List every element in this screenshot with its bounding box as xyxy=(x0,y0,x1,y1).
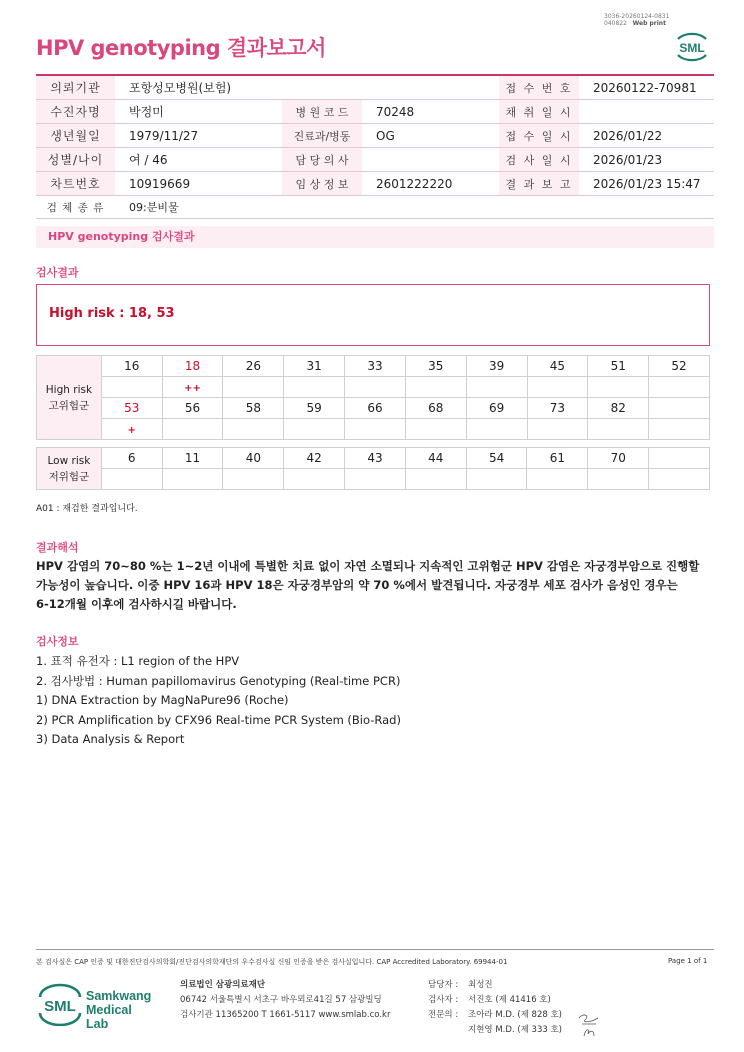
retest-note: A01 : 재검한 결과입니다. xyxy=(36,504,138,514)
interpretation-line: HPV 감염의 70~80 %는 1~2년 이내에 특별한 치료 없이 자연 소멸되나 지속적인 고위험군 HPV 감염은 자궁경부암으로 진행할 xyxy=(36,559,700,573)
specimen-label: 검 체 종 류 xyxy=(36,196,115,218)
sml-logo-icon xyxy=(672,25,712,65)
genotype-cell: 31 xyxy=(284,356,345,377)
genotype-result-cell xyxy=(649,419,710,440)
genotype-result-cell xyxy=(345,469,406,490)
genotype-result-cell xyxy=(527,419,588,440)
genotype-result-cell xyxy=(345,377,406,398)
genotype-cell xyxy=(649,398,710,419)
report-title: HPV genotyping 결과보고서 xyxy=(36,36,326,60)
genotype-cell: 45 xyxy=(527,356,588,377)
genotype-cell: 35 xyxy=(405,356,466,377)
genotype-cell: 54 xyxy=(466,448,527,469)
genotype-result-cell xyxy=(588,377,649,398)
info-value xyxy=(362,76,499,99)
genotype-cell: 56 xyxy=(162,398,223,419)
doc-id-line1: 3036-20260124-0831 xyxy=(604,13,670,20)
positive-mark: + xyxy=(127,425,136,436)
info-row xyxy=(36,124,714,148)
result-box xyxy=(36,284,710,346)
doc-id-line2: 040822 xyxy=(604,20,627,27)
info-row xyxy=(36,148,714,172)
genotype-result-cell xyxy=(101,377,162,398)
info-row xyxy=(36,172,714,196)
genotype-result-cell xyxy=(649,469,710,490)
specimen-row xyxy=(36,196,714,219)
info-value: 20260122-70981 xyxy=(593,80,697,95)
staff-name: 지현영 M.D. (제 333 호) xyxy=(468,1025,563,1035)
info-value: 2026/01/22 xyxy=(593,128,663,143)
sml-footer-logo-text: SML xyxy=(44,998,76,1015)
staff-row xyxy=(428,1008,562,1023)
result-text: High risk : 18, 53 xyxy=(49,306,175,321)
document-id xyxy=(604,13,669,27)
test-info-line: 1. 표적 유전자 : L1 region of the HPV xyxy=(36,654,240,668)
sml-logo-text: SML xyxy=(679,41,705,55)
info-label: 의뢰기관 xyxy=(36,76,115,99)
genotype-cell: 73 xyxy=(527,398,588,419)
info-label: 접 수 번 호 xyxy=(499,76,579,99)
logo-medical-lab: Medical Lab xyxy=(86,1003,132,1031)
genotype-cell xyxy=(649,448,710,469)
genotype-cell: 42 xyxy=(284,448,345,469)
info-row xyxy=(36,76,714,100)
info-label: 차트번호 xyxy=(36,172,115,195)
genotype-result-cell xyxy=(588,419,649,440)
test-info-heading: 검사정보 xyxy=(36,635,79,648)
high-risk-label xyxy=(37,356,102,440)
info-row xyxy=(36,100,714,124)
interpretation-text xyxy=(36,557,716,614)
genotype-cell: 44 xyxy=(405,448,466,469)
interpretation-heading: 결과해석 xyxy=(36,541,79,554)
genotype-result-cell xyxy=(162,469,223,490)
genotype-cell: 52 xyxy=(649,356,710,377)
genotype-result-cell xyxy=(405,419,466,440)
genotype-result-cell xyxy=(345,419,406,440)
org-contact: 검사기관 11365200 T 1661-5117 www.smlab.co.kr xyxy=(180,1010,391,1020)
test-info-list xyxy=(36,652,401,750)
genotype-result-cell xyxy=(588,469,649,490)
genotype-result-cell xyxy=(223,377,284,398)
org-address: 06742 서울특별시 서초구 바우뫼로41길 57 삼광빌딩 xyxy=(180,995,382,1005)
info-value: 70248 xyxy=(376,104,415,119)
genotype-cell: 39 xyxy=(466,356,527,377)
genotype-result-cell xyxy=(162,377,223,398)
positive-mark: ++ xyxy=(184,383,201,394)
info-value: OG xyxy=(376,128,395,143)
specimen-value: 09:분비물 xyxy=(129,201,179,214)
staff-name: 서진호 (제 41416 호) xyxy=(468,995,551,1005)
test-info-line: 3) Data Analysis & Report xyxy=(36,732,185,746)
high-risk-label-en: High risk xyxy=(45,383,93,396)
low-risk-label-ko: 저위험군 xyxy=(48,470,90,483)
info-label: 채 취 일 시 xyxy=(499,100,579,123)
genotype-cell: 66 xyxy=(345,398,406,419)
interpretation-line: 6-12개월 이후에 검사하시길 바랍니다. xyxy=(36,597,237,611)
info-value: 2026/01/23 15:47 xyxy=(593,176,701,191)
genotype-cell: 53 xyxy=(101,398,162,419)
staff-row xyxy=(428,1023,562,1038)
info-label: 임 상 정 보 xyxy=(282,172,362,195)
genotype-cell: 18 xyxy=(162,356,223,377)
info-label: 병 원 코 드 xyxy=(282,100,362,123)
info-value: 여 / 46 xyxy=(129,153,168,167)
staff-row xyxy=(428,978,562,993)
genotype-cell: 11 xyxy=(162,448,223,469)
genotype-result-cell xyxy=(466,377,527,398)
info-label: 결 과 보 고 xyxy=(499,172,579,195)
test-info-line: 2) PCR Amplification by CFX96 Real-time PCR System (Bio-Rad) xyxy=(36,712,401,727)
genotype-result-cell xyxy=(101,469,162,490)
info-value: 1979/11/27 xyxy=(129,128,199,143)
info-value: 2601222220 xyxy=(376,176,453,191)
genotype-cell: 16 xyxy=(101,356,162,377)
staff-info xyxy=(428,978,562,1038)
patient-info-table xyxy=(36,74,714,219)
genotype-result-cell xyxy=(223,419,284,440)
certification-note: 본 검사실은 CAP 인증 및 대한진단검사의학회/진단검사의학재단의 우수검사실 신임 인증을 받은 검사실입니다. CAP Accredited Laboratory. 69944-01 xyxy=(36,958,508,966)
genotype-result-cell xyxy=(527,469,588,490)
genotype-cell: 61 xyxy=(527,448,588,469)
sml-footer-logo-icon xyxy=(36,982,84,1026)
genotype-cell: 70 xyxy=(588,448,649,469)
genotype-cell: 82 xyxy=(588,398,649,419)
genotype-result-cell xyxy=(466,419,527,440)
genotype-result-cell xyxy=(101,419,162,440)
genotype-result-cell xyxy=(405,377,466,398)
genotype-result-cell xyxy=(466,469,527,490)
genotype-result-cell xyxy=(405,469,466,490)
info-value: 10919669 xyxy=(129,176,191,191)
org-name: 의료법인 삼광의료재단 xyxy=(180,980,266,990)
section-title: HPV genotyping 검사결과 xyxy=(36,226,714,248)
staff-role: 검사자 : xyxy=(428,995,459,1005)
genotype-result-cell xyxy=(284,377,345,398)
page-number: Page 1 of 1 xyxy=(668,957,708,965)
staff-name: 최성진 xyxy=(468,980,493,990)
genotype-cell: 68 xyxy=(405,398,466,419)
interpretation-line: 가능성이 높습니다. 이중 HPV 16과 HPV 18은 자궁경부암의 약 70 %에서 발견됩니다. 자궁경부 세포 검사가 음성인 경우는 xyxy=(36,578,678,592)
info-value xyxy=(362,148,499,171)
low-risk-grid xyxy=(36,447,710,490)
staff-name: 조아라 M.D. (제 828 호) xyxy=(468,1010,563,1020)
result-heading: 검사결과 xyxy=(36,266,79,279)
web-print-label: Web print xyxy=(632,20,666,27)
info-label: 담 당 의 사 xyxy=(282,148,362,171)
genotype-cell: 6 xyxy=(101,448,162,469)
info-label: 성별/나이 xyxy=(36,148,115,171)
info-value: 박정미 xyxy=(129,105,164,119)
genotype-result-cell xyxy=(162,419,223,440)
genotype-result-cell xyxy=(284,419,345,440)
genotype-cell: 33 xyxy=(345,356,406,377)
footer-divider xyxy=(36,949,714,950)
low-risk-label xyxy=(37,448,102,490)
org-info xyxy=(180,978,390,1023)
test-info-line: 1) DNA Extraction by MagNaPure96 (Roche) xyxy=(36,693,289,707)
genotype-result-cell xyxy=(223,469,284,490)
high-risk-label-ko: 고위험군 xyxy=(48,399,90,412)
genotype-result-cell xyxy=(527,377,588,398)
genotype-cell: 59 xyxy=(284,398,345,419)
info-label xyxy=(282,76,362,99)
low-risk-label-en: Low risk xyxy=(47,454,91,467)
genotype-cell: 43 xyxy=(345,448,406,469)
info-label: 검 사 일 시 xyxy=(499,148,579,171)
genotype-cell: 40 xyxy=(223,448,284,469)
logo-samkwang: Samkwang xyxy=(86,989,152,1003)
test-info-line: 2. 검사방법 : Human papillomavirus Genotyping (Real-time PCR) xyxy=(36,673,401,688)
genotype-result-cell xyxy=(649,377,710,398)
info-label: 진료과/병동 xyxy=(282,124,362,147)
footer-logo xyxy=(36,982,156,1031)
signature-icon xyxy=(576,1010,606,1040)
staff-role: 전문의 : xyxy=(428,1010,459,1020)
info-label: 생년월일 xyxy=(36,124,115,147)
genotype-result-cell xyxy=(284,469,345,490)
genotype-cell: 51 xyxy=(588,356,649,377)
genotype-cell: 26 xyxy=(223,356,284,377)
info-value: 포항성모병원(보험) xyxy=(129,81,232,95)
genotype-cell: 69 xyxy=(466,398,527,419)
info-value: 2026/01/23 xyxy=(593,152,663,167)
genotype-cell: 58 xyxy=(223,398,284,419)
info-label: 수진자명 xyxy=(36,100,115,123)
info-label: 접 수 일 시 xyxy=(499,124,579,147)
staff-row xyxy=(428,993,562,1008)
staff-role: 담당자 : xyxy=(428,980,459,990)
info-value xyxy=(579,100,714,123)
high-risk-grid xyxy=(36,355,710,440)
